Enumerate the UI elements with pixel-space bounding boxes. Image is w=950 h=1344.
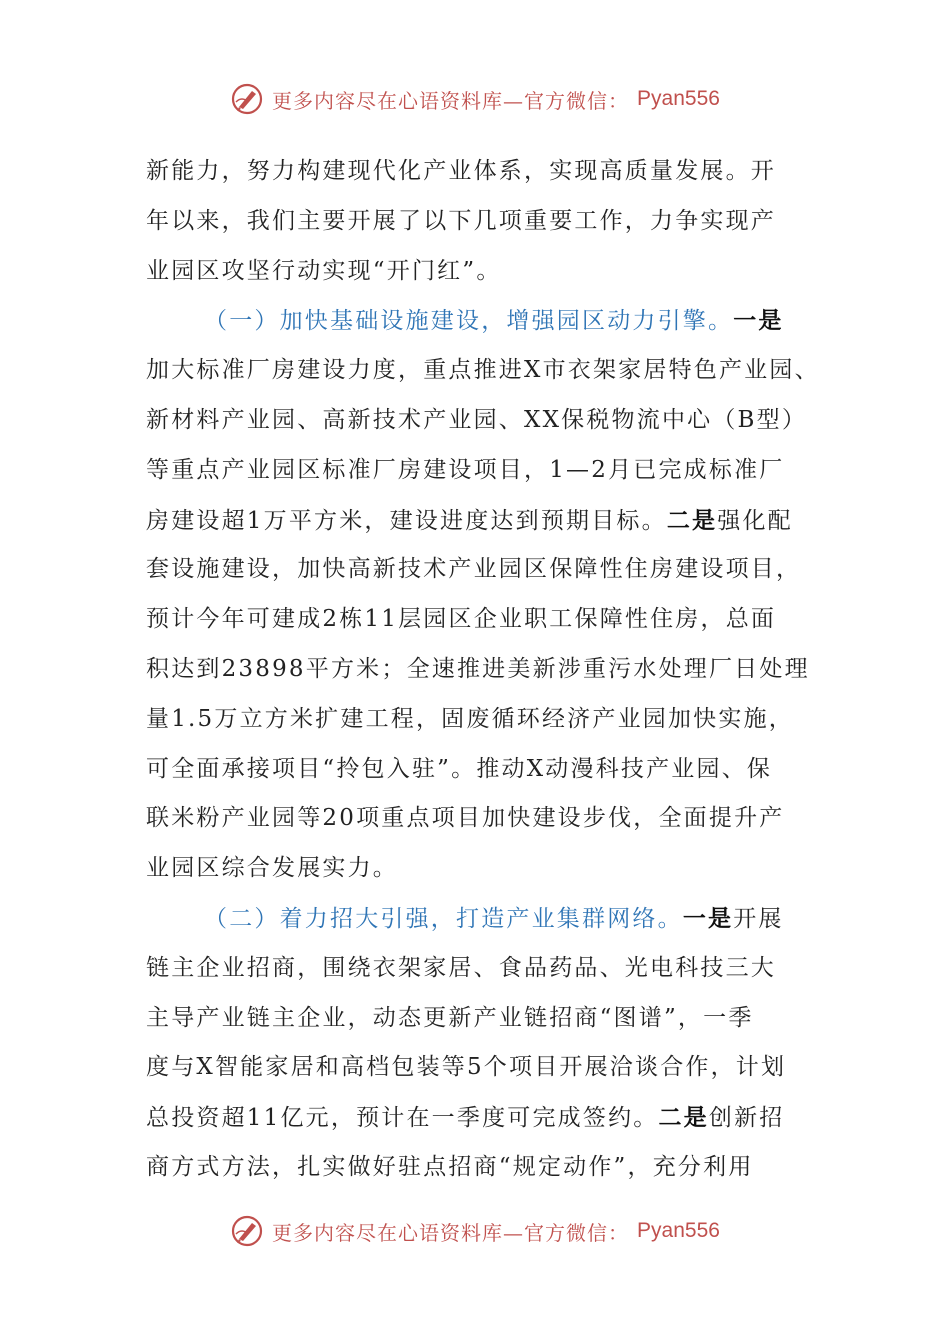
body-text: 新能力，努力构建现代化产业体系，实现高质量发展。开 bbox=[146, 158, 776, 184]
body-text: 度与X智能家居和高档包装等5个项目开展洽谈合作，计划 bbox=[146, 1054, 787, 1081]
text-line bbox=[146, 1143, 816, 1193]
text-line bbox=[146, 296, 816, 346]
body-text: 业园区综合发展实力。 bbox=[146, 855, 398, 882]
banner-text: 更多内容尽在心语资料库—官方微信： bbox=[272, 88, 630, 113]
body-text: 业园区攻坚行动实现“开门红”。 bbox=[146, 257, 502, 284]
text-line bbox=[146, 396, 816, 446]
emphasis-label: 二是 bbox=[666, 506, 718, 534]
text-line bbox=[146, 994, 816, 1044]
text-line bbox=[146, 844, 816, 894]
text-line bbox=[146, 346, 820, 396]
body-text: 总投资超11亿元，预计在一季度可完成签约。 bbox=[146, 1105, 659, 1132]
text-line bbox=[146, 745, 816, 795]
emphasis-label: 一是 bbox=[733, 307, 784, 335]
body-text: 开展 bbox=[733, 905, 784, 932]
body-text: 预计今年可建成2栋11层园区企业职工保障性住房，总面 bbox=[146, 606, 777, 633]
emphasis-label: 二是 bbox=[658, 1104, 709, 1132]
body-text: 加大标准厂房建设力度，重点推进X市衣架家居特色产业园、 bbox=[146, 357, 820, 384]
text-line bbox=[146, 446, 816, 496]
body-text: 房建设超1万平方米，建设进度达到预期目标。 bbox=[146, 507, 667, 534]
text-line bbox=[146, 794, 816, 844]
body-text: 创新招 bbox=[708, 1105, 785, 1132]
banner-text: 更多内容尽在心语资料库—官方微信： bbox=[272, 1220, 630, 1245]
body-text: 新材料产业园、高新技术产业园、XX保税物流中心（B型） bbox=[146, 406, 808, 433]
body-text: 可全面承接项目“拎包入驻”。推动X动漫科技产业园、保 bbox=[146, 755, 773, 782]
text-line bbox=[146, 545, 816, 595]
text-line bbox=[146, 894, 816, 944]
body-text: 套设施建设，加快高新技术产业园区保障性住房建设项目， bbox=[146, 556, 802, 583]
body-text: 等重点产业园区标准厂房建设项目，1—2月已完成标准厂 bbox=[146, 456, 785, 483]
text-line bbox=[146, 1093, 816, 1143]
text-line bbox=[146, 944, 816, 994]
body-text: 量1.5万立方米扩建工程，固废循环经济产业园加快实施， bbox=[146, 705, 794, 732]
body-text: 主导产业链主企业，动态更新产业链招商“图谱”，一季 bbox=[146, 1004, 754, 1031]
pen-nib-icon bbox=[230, 82, 264, 116]
emphasis-label: 一是 bbox=[682, 904, 734, 932]
text-line bbox=[146, 645, 816, 695]
body-text: 积达到23898平方米；全速推进美新涉重污水处理厂日处理 bbox=[146, 655, 810, 682]
section-heading: （二）着力招大引强，打造产业集群网络。 bbox=[204, 905, 683, 932]
banner-wechat-id: Pyan556 bbox=[637, 87, 720, 110]
text-line bbox=[146, 197, 816, 247]
body-text: 商方式方法，扎实做好驻点招商“规定动作”，充分利用 bbox=[146, 1153, 754, 1180]
text-line bbox=[146, 595, 816, 645]
document-body bbox=[146, 147, 820, 1193]
body-text: 强化配 bbox=[717, 507, 793, 534]
pen-nib-icon bbox=[230, 1214, 264, 1248]
text-line bbox=[146, 1043, 816, 1093]
body-text: 年以来，我们主要开展了以下几项重要工作，力争实现产 bbox=[146, 207, 776, 234]
body-text: 链主企业招商，围绕衣架家居、食品药品、光电科技三大 bbox=[146, 954, 776, 981]
text-line bbox=[146, 695, 816, 745]
text-line bbox=[146, 147, 816, 197]
body-text: 联米粉产业园等20项重点项目加快建设步伐，全面提升产 bbox=[146, 805, 785, 832]
header-banner bbox=[0, 82, 950, 116]
banner-wechat-id: Pyan556 bbox=[637, 1219, 720, 1242]
text-line bbox=[146, 496, 816, 546]
footer-banner bbox=[0, 1214, 950, 1248]
section-heading: （一）加快基础设施建设，增强园区动力引擎。 bbox=[204, 308, 734, 335]
text-line bbox=[146, 247, 816, 297]
